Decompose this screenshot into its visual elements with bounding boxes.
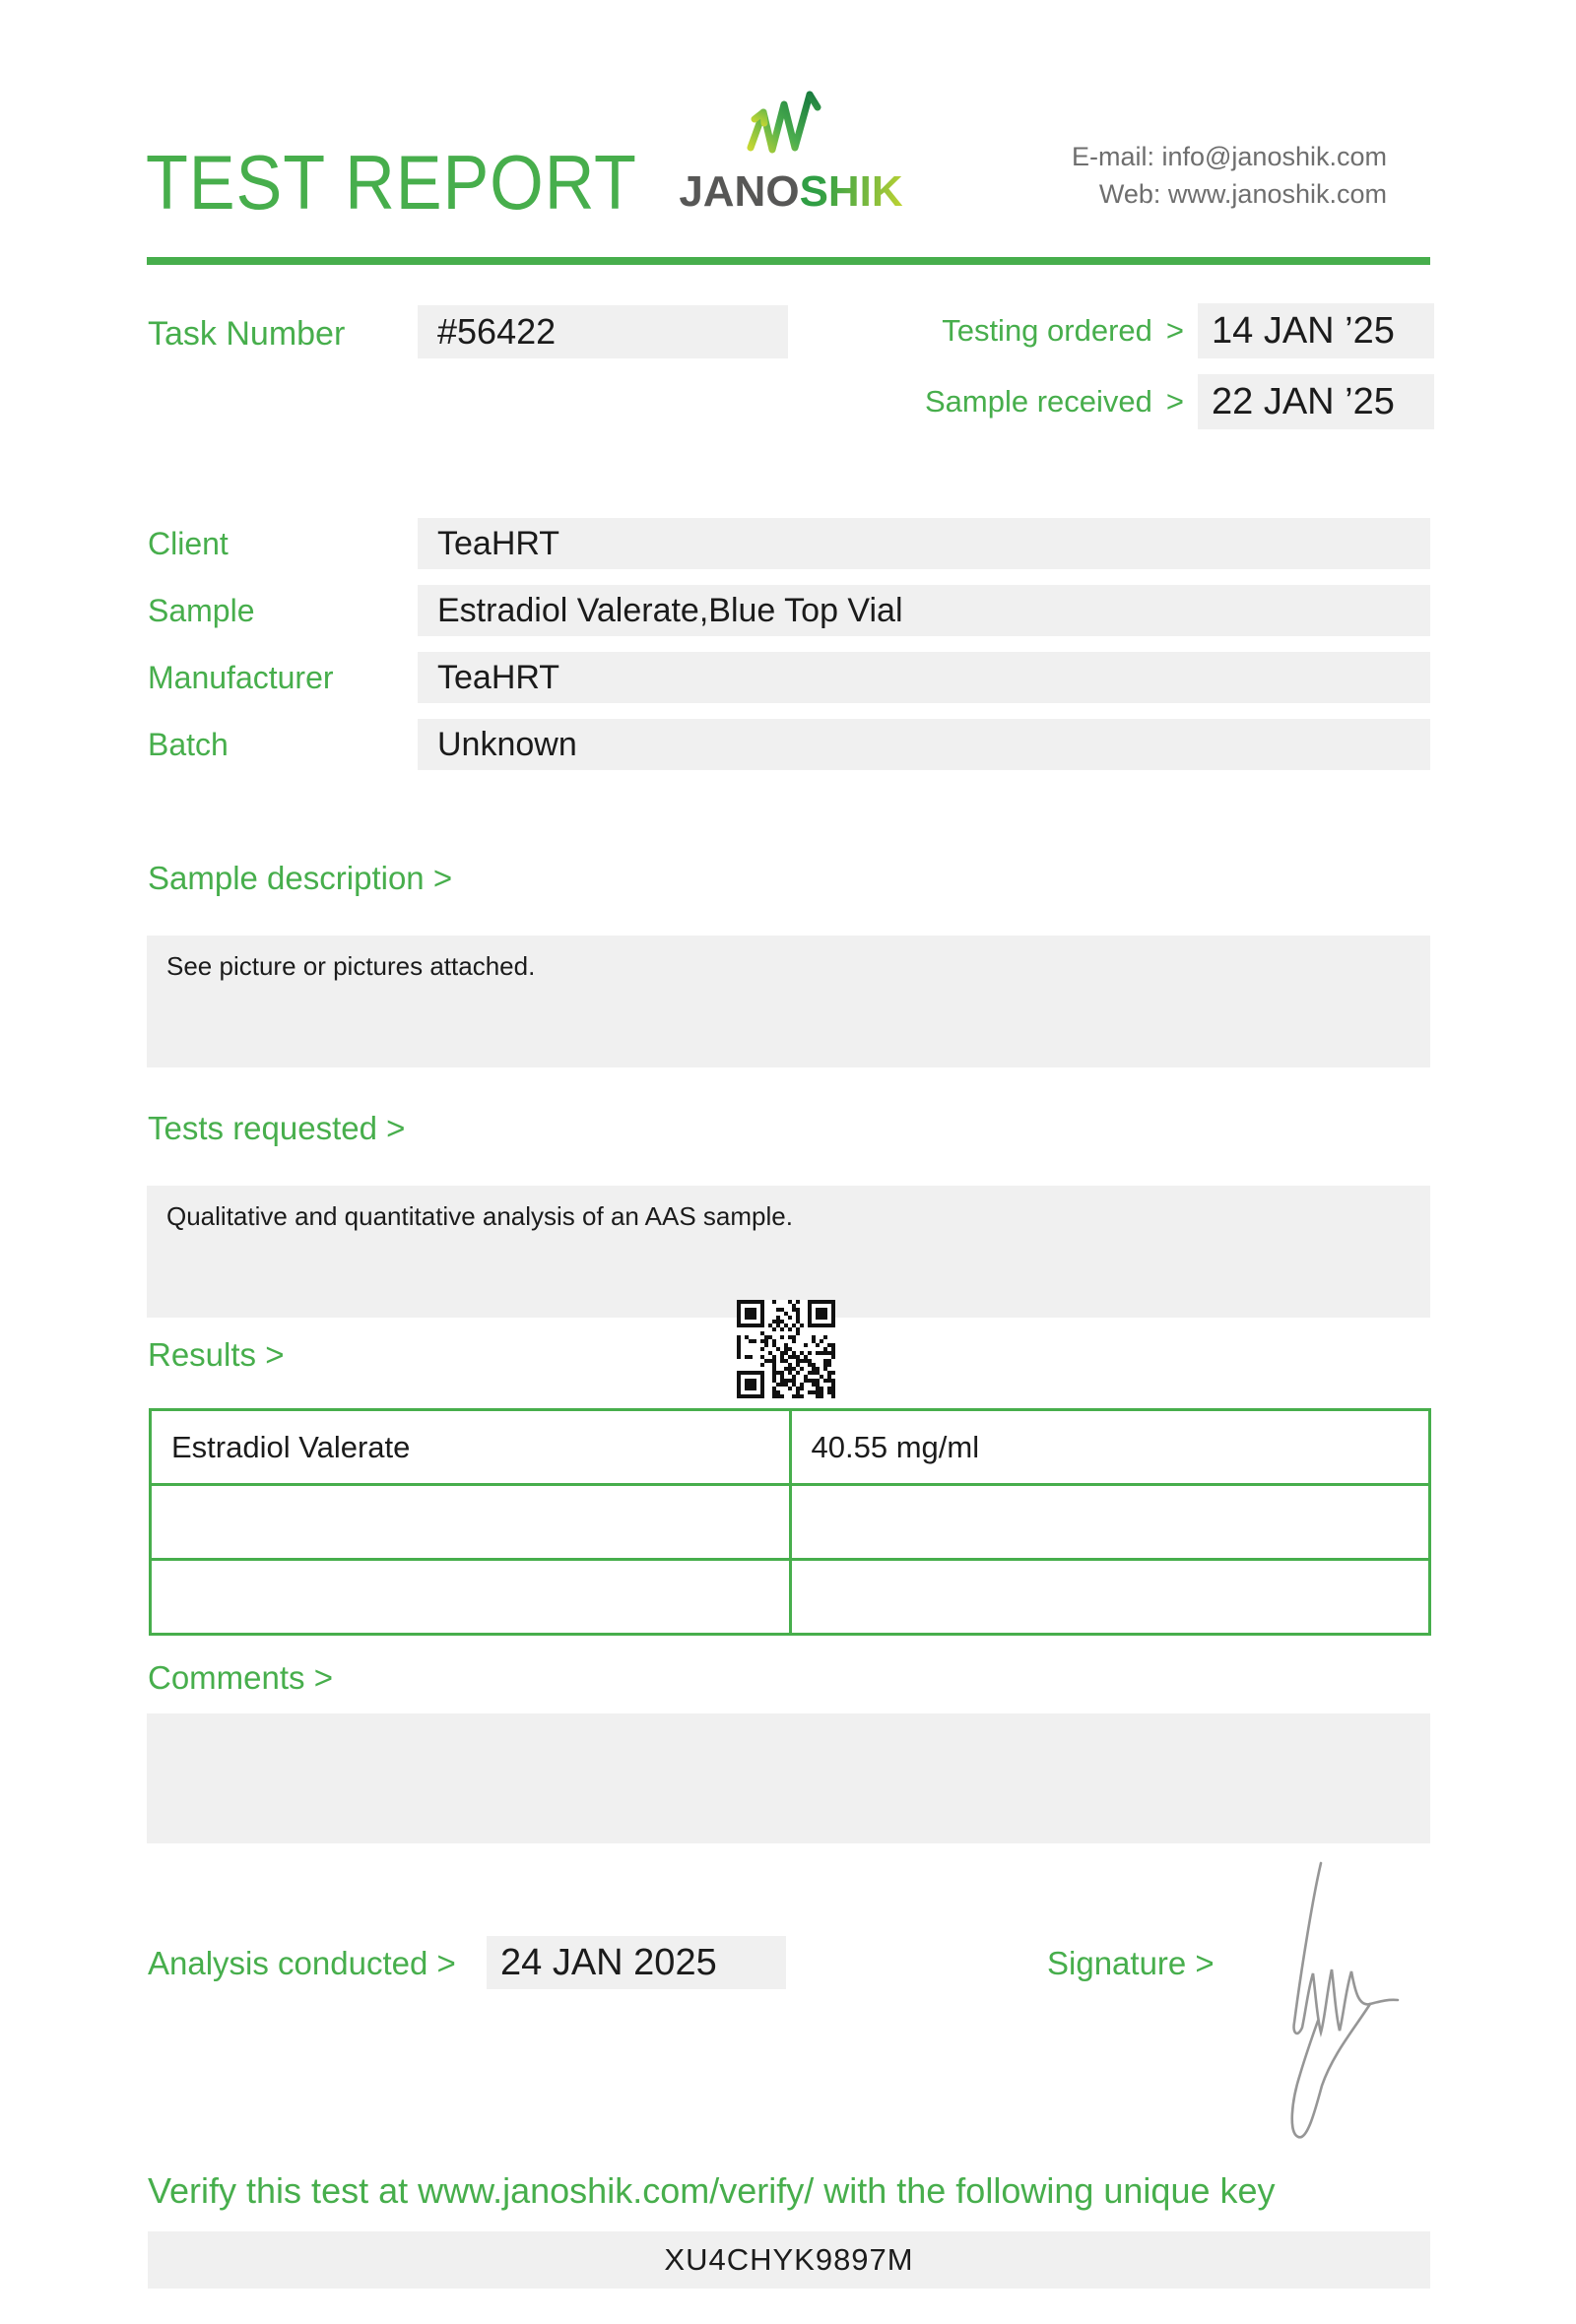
batch-label: Batch — [148, 727, 229, 762]
manufacturer-value: TeaHRT — [418, 652, 1430, 703]
signature-scribble — [1276, 1853, 1443, 2165]
sample-received-label: Sample received — [924, 384, 1152, 419]
analysis-conducted-label: Analysis conducted > — [148, 1945, 456, 1981]
arrow-glyph: > — [1165, 313, 1184, 348]
result-value-cell — [790, 1485, 1430, 1560]
result-analyte-cell: Estradiol Valerate — [151, 1410, 791, 1485]
result-analyte-cell — [151, 1560, 791, 1635]
sample-value: Estradiol Valerate,Blue Top Vial — [418, 585, 1430, 636]
contact-block — [1072, 138, 1387, 213]
sample-description-body: See picture or pictures attached. — [147, 936, 1430, 1067]
task-number-label: Task Number — [148, 315, 346, 353]
contact-web: Web: www.janoshik.com — [1098, 179, 1387, 209]
verify-key: XU4CHYK9897M — [148, 2231, 1430, 2289]
testing-ordered-value: 14 JAN ’25 — [1198, 303, 1434, 358]
result-value-cell — [790, 1560, 1430, 1635]
tests-requested-heading: Tests requested > — [148, 1110, 406, 1146]
growth-chart-icon — [745, 83, 829, 164]
page-title: TEST REPORT — [146, 139, 637, 226]
analysis-date-value: 24 JAN 2025 — [487, 1936, 786, 1989]
table-row — [151, 1560, 1430, 1635]
testing-ordered-label: Testing ordered — [942, 313, 1152, 348]
logo-shik: SHIK — [799, 167, 903, 216]
logo-jano: JANO — [679, 167, 800, 216]
batch-value: Unknown — [418, 719, 1430, 770]
client-label: Client — [148, 526, 229, 561]
manufacturer-label: Manufacturer — [148, 660, 334, 695]
contact-email: E-mail: info@janoshik.com — [1071, 142, 1387, 171]
testing-ordered-row — [847, 303, 1434, 358]
results-table — [149, 1408, 1431, 1636]
sample-description-heading: Sample description > — [148, 860, 453, 896]
comments-body — [147, 1713, 1430, 1843]
tests-requested-body: Qualitative and quantitative analysis of an AAS sample. — [147, 1186, 1430, 1318]
qr-code — [737, 1300, 835, 1398]
header-divider — [147, 257, 1430, 265]
sample-label: Sample — [148, 593, 255, 628]
table-row — [151, 1410, 1430, 1485]
comments-heading: Comments > — [148, 1659, 333, 1696]
result-analyte-cell — [151, 1485, 791, 1560]
sample-received-value: 22 JAN ’25 — [1198, 374, 1434, 429]
arrow-glyph: > — [1165, 384, 1184, 419]
result-value-cell: 40.55 mg/ml — [790, 1410, 1430, 1485]
signature-label: Signature > — [1047, 1945, 1215, 1981]
logo-wordmark — [678, 167, 904, 217]
results-heading: Results > — [148, 1336, 285, 1373]
table-row — [151, 1485, 1430, 1560]
client-value: TeaHRT — [418, 518, 1430, 569]
verify-instructions: Verify this test at www.janoshik.com/verify/ with the following unique key — [148, 2170, 1276, 2211]
task-number-value: #56422 — [418, 305, 788, 358]
sample-received-row — [847, 374, 1434, 429]
